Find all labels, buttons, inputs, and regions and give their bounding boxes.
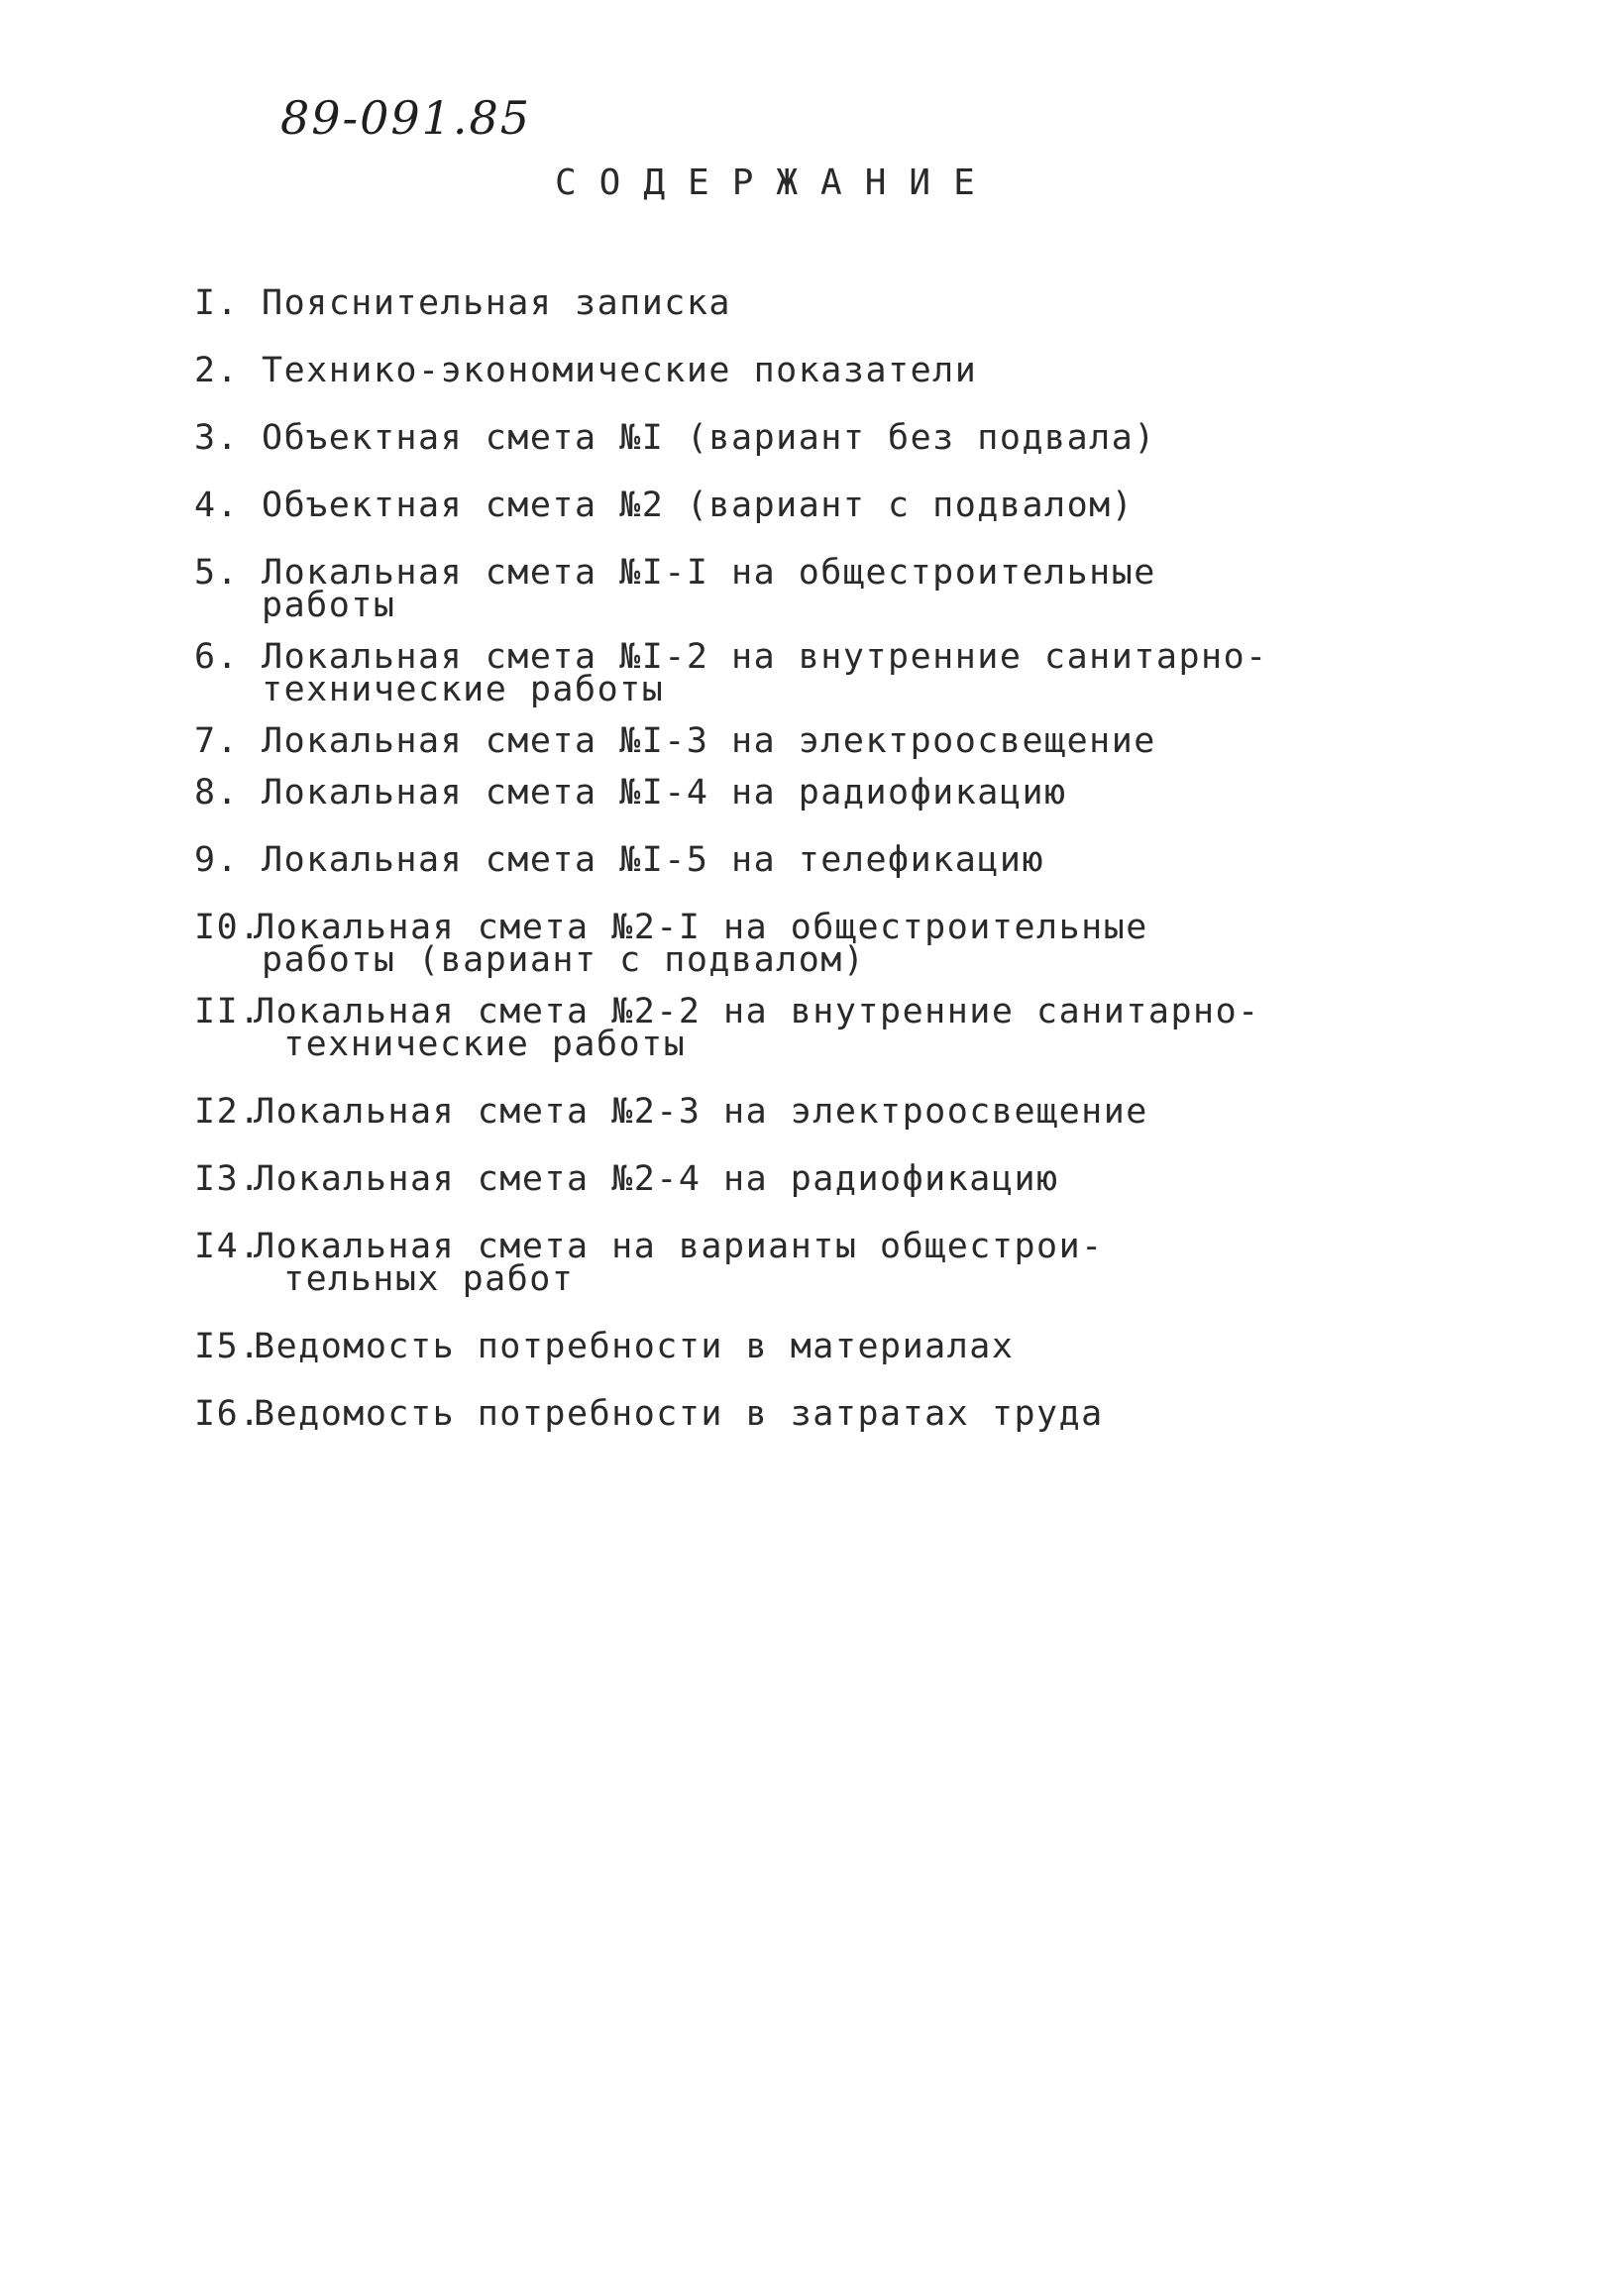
toc-item-text: Пояснительная записка [262,283,732,323]
toc-item-text: Объектная смета №2 (вариант с подвалом) [262,486,1135,525]
toc-item-text: технические работы [262,670,665,709]
toc-item-number: I5. [194,1327,262,1366]
toc-item-number: I6. [194,1394,262,1434]
toc-item [194,351,1423,390]
toc-item-number: I4. [194,1227,262,1266]
toc-item [194,1159,1423,1199]
toc-item-text: Локальная смета №I-5 на телефикацию [262,840,1045,880]
toc-item-number: I2. [194,1092,262,1132]
toc-item [194,992,1423,1064]
toc-item [194,637,1423,709]
toc-item-text: Локальная смета на варианты общестрои- [254,1227,1104,1266]
toc-item-number: 6. [194,637,240,677]
toc-item-text: Технико-экономические показатели [262,351,978,390]
toc-item-text: Локальная смета №I-2 на внутренние санитарно- [262,637,1268,677]
toc-item-number: 2. [194,351,240,390]
toc-item-text: тельных работ [283,1259,575,1299]
toc-item [194,553,1423,625]
toc-item [194,721,1423,761]
toc-item [194,840,1423,880]
toc-item [194,1327,1423,1366]
toc-item [194,908,1423,980]
toc-item-number: I0. [194,908,262,947]
toc-item [194,486,1423,525]
toc-item-number: 3. [194,418,240,458]
toc-item-text: работы (вариант с подвалом) [262,940,866,980]
toc-item-number: 7. [194,721,240,761]
toc-item-number: 4. [194,486,240,525]
toc-item-number: I. [194,283,240,323]
toc-item [194,773,1423,812]
toc-item [194,1394,1423,1434]
toc-item-text: Локальная смета №2-I на общестроительные [254,908,1148,947]
toc-item-number: 5. [194,553,240,593]
toc-item-number: I3. [194,1159,262,1199]
toc-item-number: II. [194,992,262,1031]
toc-item-text: Объектная смета №I (вариант без подвала) [262,418,1156,458]
toc-item [194,418,1423,458]
toc-item [194,1227,1423,1299]
toc-item-text: Локальная смета №2-3 на электроосвещение [254,1092,1148,1132]
toc-item-text: технические работы [283,1025,687,1064]
toc-item-text: Ведомость потребности в затратах труда [254,1394,1104,1434]
toc-item-text: Ведомость потребности в материалах [254,1327,1015,1366]
toc-item-text: Локальная смета №I-I на общестроительные [262,553,1156,593]
document-number: 89-091.85 [280,91,532,145]
toc-item-text: Локальная смета №I-4 на радиофикацию [262,773,1067,812]
toc-item-text: Локальная смета №2-4 на радиофикацию [254,1159,1059,1199]
toc-item [194,1092,1423,1132]
page-title: СОДЕРЖАНИЕ [555,162,998,203]
toc-item-number: 8. [194,773,240,812]
toc-item [194,283,1423,323]
toc-item-number: 9. [194,840,240,880]
toc-item-text: Локальная смета №I-3 на электроосвещение [262,721,1156,761]
toc-item-text: работы [262,586,396,625]
toc-item-text: Локальная смета №2-2 на внутренние санитарно- [254,992,1260,1031]
